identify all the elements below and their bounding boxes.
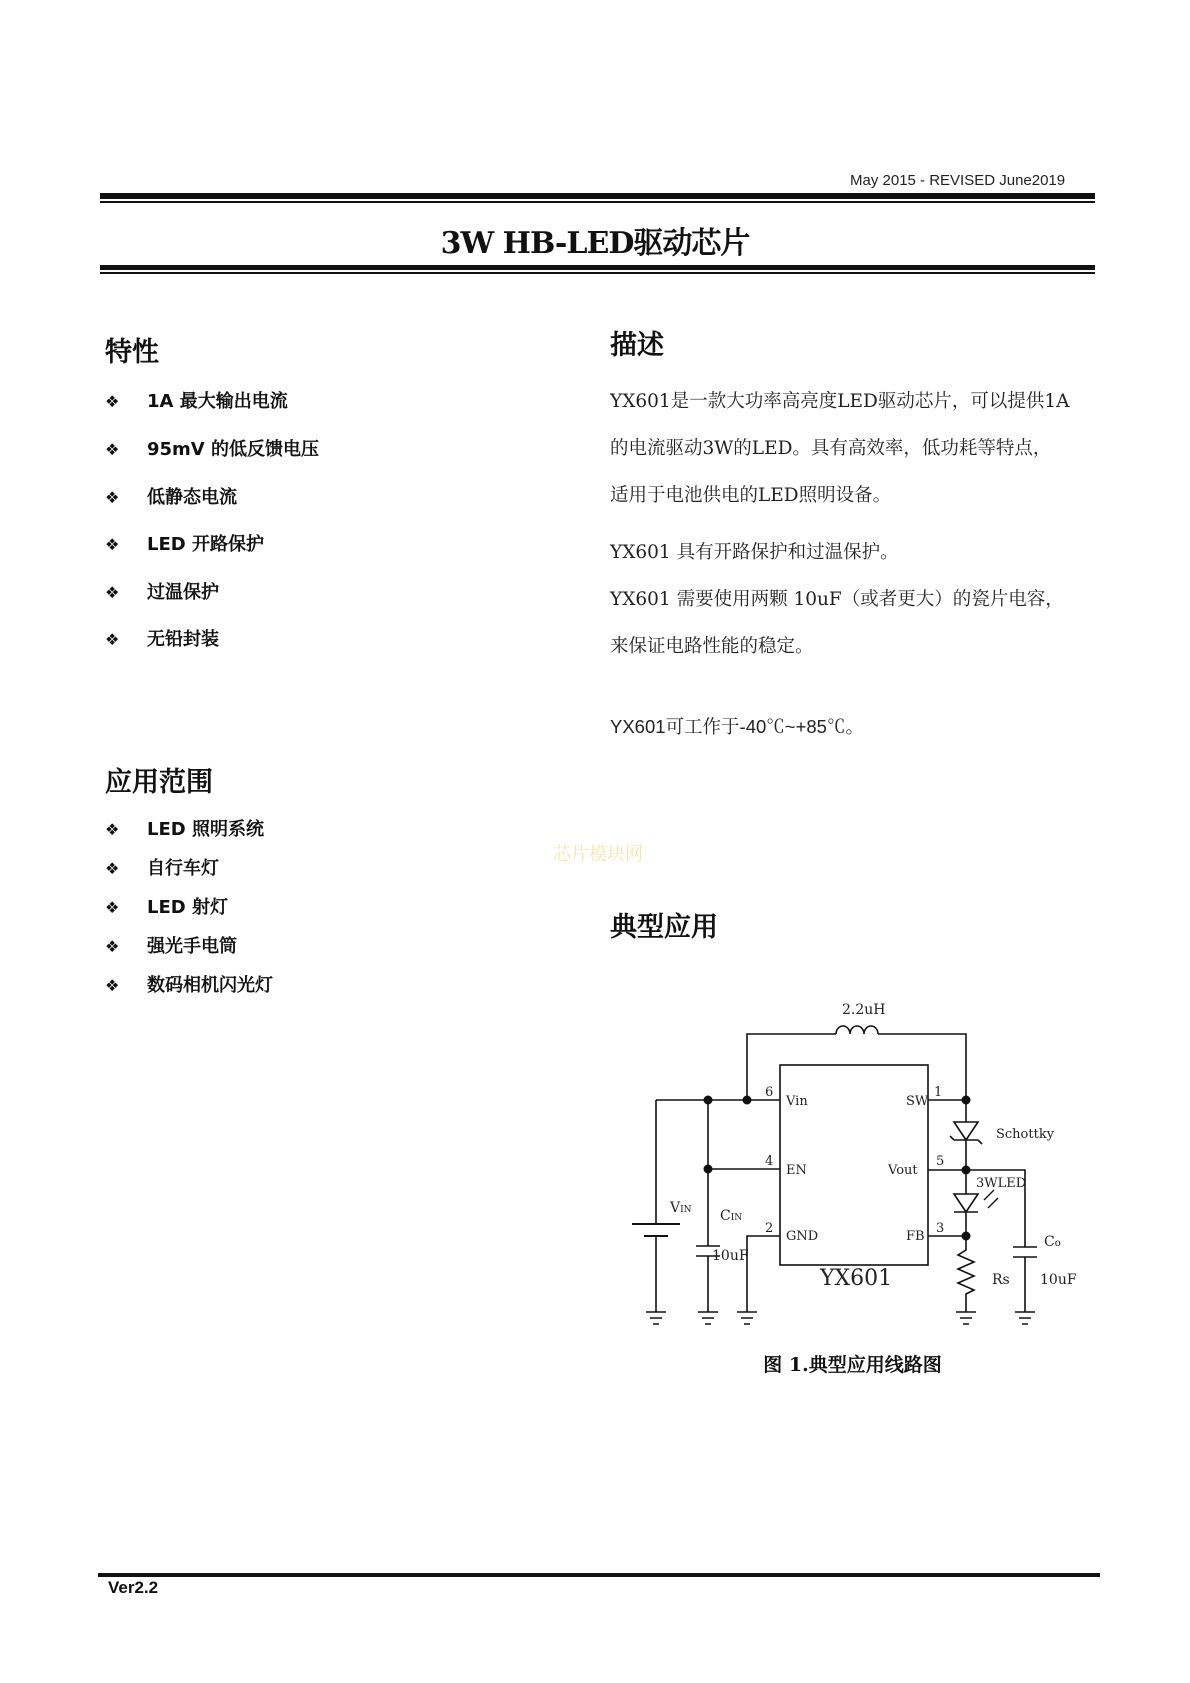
watermark: 芯片模块网 — [553, 844, 643, 865]
schottky-label: Schottky — [996, 1127, 1055, 1142]
footer-rule — [98, 1573, 1100, 1577]
svg-text:CIN: CIN — [720, 1208, 743, 1224]
figure-caption: 图 1.典型应用线路图 — [763, 1354, 942, 1376]
description-line: 的电流驱动3W的LED。具有高效率，低功耗等特点， — [610, 438, 1052, 459]
top-rule-thin — [100, 201, 1095, 203]
description-line: 来保证电路性能的稳定。 — [610, 636, 814, 657]
application-item: ❖ 强光手电筒 — [105, 936, 237, 957]
application-item: ❖ LED 射灯 — [105, 897, 228, 918]
inductor-coil — [836, 1026, 878, 1034]
pin-vout: Vout — [888, 1163, 918, 1178]
description-line: YX601 需要使用两颗 10uF（或者更大）的瓷片电容， — [610, 589, 1064, 610]
title-rule-thin — [100, 272, 1095, 274]
svg-text:4: 4 — [765, 1154, 774, 1169]
inductor-label: 2.2uH — [842, 1002, 886, 1018]
rs-resistor — [958, 1236, 974, 1312]
rs-label: Rs — [992, 1272, 1010, 1288]
svg-text:VIN: VIN — [670, 1200, 692, 1216]
application-item: ❖ LED 照明系统 — [105, 819, 264, 840]
pin-vin: Vin — [786, 1094, 808, 1109]
description-line: YX601可工作于-40℃~+85℃。 — [610, 716, 864, 737]
feature-item: ❖ 过温保护 — [105, 582, 219, 603]
circuit-diagram — [620, 995, 1100, 1325]
typical-application-heading: 典型应用 — [610, 912, 718, 943]
feature-item: ❖ LED 开路保护 — [105, 534, 264, 555]
svg-text:1: 1 — [934, 1085, 943, 1100]
features-heading: 特性 — [105, 337, 159, 368]
led-symbol — [954, 1194, 978, 1212]
top-rule-thick — [100, 193, 1095, 199]
application-item: ❖ 数码相机闪光灯 — [105, 975, 273, 996]
chip-label: YX601 — [820, 1266, 893, 1291]
description-heading: 描述 — [610, 330, 664, 361]
svg-text:2: 2 — [765, 1221, 774, 1236]
svg-text:Co: Co — [1044, 1234, 1061, 1250]
svg-text:5: 5 — [936, 1154, 945, 1169]
description-line: 适用于电池供电的LED照明设备。 — [610, 485, 892, 506]
led-label: 3WLED — [976, 1176, 1027, 1191]
svg-text:6: 6 — [765, 1085, 774, 1100]
application-item: ❖ 自行车灯 — [105, 858, 219, 879]
pin-sw: SW — [906, 1094, 929, 1109]
pin-gnd: GND — [786, 1229, 819, 1244]
revision-date: May 2015 - REVISED June2019 — [850, 172, 1066, 189]
schottky-diode — [954, 1122, 978, 1140]
pin-en: EN — [786, 1163, 807, 1178]
title-rule-thick — [100, 265, 1095, 270]
feature-item: ❖ 1A 最大输出电流 — [105, 391, 288, 412]
version-label: Ver2.2 — [108, 1578, 159, 1597]
applications-heading: 应用范围 — [105, 767, 213, 798]
svg-text:3: 3 — [936, 1221, 945, 1236]
feature-item: ❖ 低静态电流 — [105, 487, 237, 508]
page-title: 3W HB-LED驱动芯片 — [440, 226, 750, 261]
description-line: YX601 具有开路保护和过温保护。 — [610, 542, 899, 563]
feature-item: ❖ 无铅封装 — [105, 629, 219, 650]
description-line: YX601是一款大功率高亮度LED驱动芯片，可以提供1A — [610, 391, 1070, 412]
feature-item: ❖ 95mV 的低反馈电压 — [105, 439, 320, 460]
pin-fb: FB — [906, 1229, 925, 1244]
cin-value: 10uF — [712, 1248, 749, 1264]
co-value: 10uF — [1040, 1272, 1077, 1288]
